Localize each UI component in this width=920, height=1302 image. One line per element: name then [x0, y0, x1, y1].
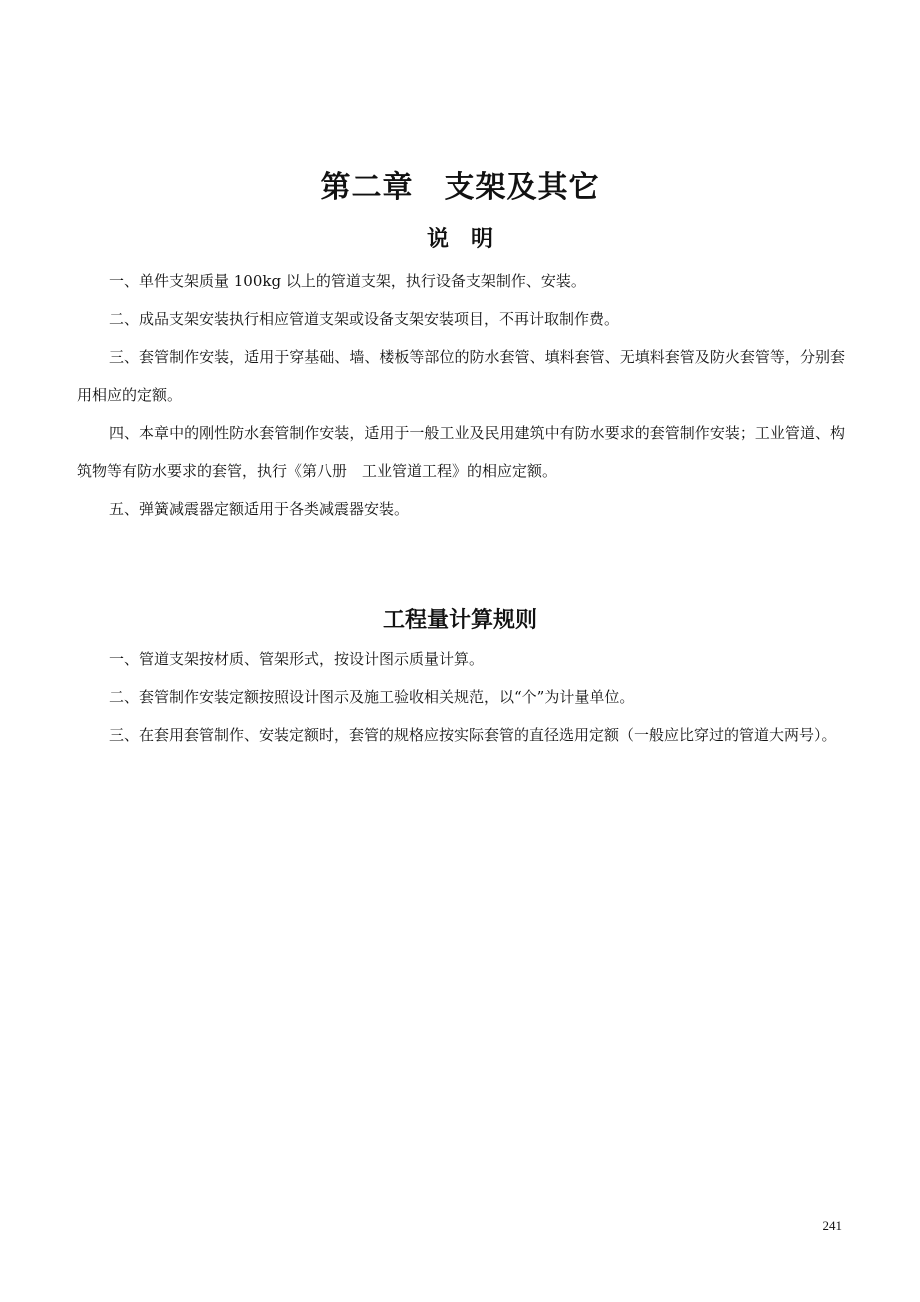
- explanation-section: [77, 262, 845, 528]
- chapter-title: 第二章 支架及其它: [320, 170, 600, 206]
- rule-item: 一、管道支架按材质、管架形式，按设计图示质量计算。: [109, 650, 485, 668]
- calculation-rules-heading: 工程量计算规则: [382, 607, 537, 634]
- explanation-item: 一、单件支架质量 100kg 以上的管道支架，执行设备支架制作、安装。: [109, 272, 586, 290]
- explanation-heading: 说 明: [426, 226, 493, 253]
- explanation-item: 五、弹簧减震器定额适用于各类减震器安装。: [109, 500, 410, 518]
- rule-item: 三、在套用套管制作、安装定额时，套管的规格应按实际套管的直径选用定额（一般应比穿过的管道大两号）。: [109, 726, 837, 744]
- explanation-item: 四、本章中的刚性防水套管制作安装，适用于一般工业及民用建筑中有防水要求的套管制作安装；工业管道、构筑物等有防水要求的套管，执行《第八册 工业管道工程》的相应定额。: [77, 424, 845, 480]
- page-number: 241: [822, 1218, 842, 1233]
- explanation-item: 三、套管制作安装，适用于穿基础、墙、楼板等部位的防水套管、填料套管、无填料套管及防火套管等，分别套用相应的定额。: [77, 348, 845, 404]
- explanation-item: 二、成品支架安装执行相应管道支架或设备支架安装项目，不再计取制作费。: [109, 310, 620, 328]
- rule-item: 二、套管制作安装定额按照设计图示及施工验收相关规范，以“个”为计量单位。: [109, 688, 635, 706]
- calculation-rules-section: [77, 640, 845, 754]
